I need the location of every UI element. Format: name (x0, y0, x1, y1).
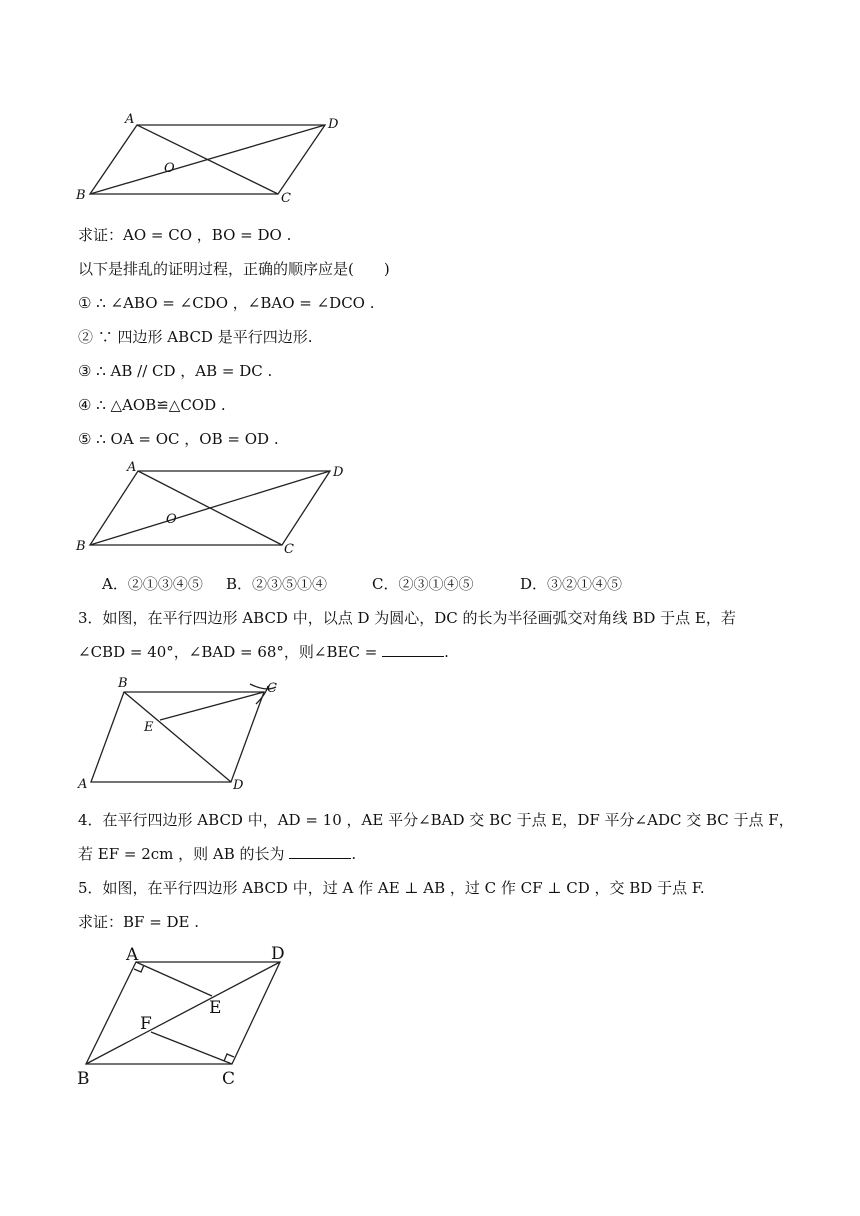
q3-line-2-end: . (444, 643, 449, 661)
label-c: C (284, 542, 294, 557)
label-c: C (281, 191, 291, 206)
option-b[interactable]: B．②③⑤①④ (226, 575, 328, 593)
q5-line-1: 5．如图，在平行四边形 ABCD 中，过 A 作 AE ⊥ AB ，过 C 作 CF ⊥ CD ，交 BD 于点 F. (78, 879, 705, 897)
figure-parallelogram-3 (70, 672, 300, 794)
label-a: A (125, 112, 135, 127)
q2-prove: 求证：AO = CO ，BO = DO . (78, 226, 292, 244)
label-a: A (126, 945, 139, 965)
label-d: D (328, 117, 339, 132)
label-d: D (233, 778, 244, 793)
option-d[interactable]: D．③②①④⑤ (520, 575, 623, 593)
q2-step-5: ⑤ ∴ OA = OC ，OB = OD . (78, 430, 279, 448)
label-d: D (271, 944, 285, 964)
q3-line-1: 3．如图，在平行四边形 ABCD 中，以点 D 为圆心，DC 的长为半径画弧交对角线 BD 于点 E，若 (78, 609, 736, 627)
q2-step-4: ④ ∴ △AOB≌△COD . (78, 396, 226, 414)
label-b: B (118, 676, 128, 691)
diagonal-bd (86, 962, 280, 1064)
q2-step-1: ① ∴ ∠ABO = ∠CDO ，∠BAO = ∠DCO . (78, 294, 375, 312)
q5-prove: 求证：BF = DE . (78, 913, 200, 931)
segment-ec (160, 692, 264, 720)
label-b: B (77, 1069, 90, 1089)
q4-line-2 (78, 843, 356, 865)
label-f: F (140, 1014, 152, 1034)
q3-line-2 (78, 641, 449, 663)
q2-options (102, 573, 622, 595)
q2-step-3: ③ ∴ AB // CD ，AB = DC . (78, 362, 273, 380)
right-angle-a (134, 965, 144, 972)
label-o: O (166, 512, 177, 527)
q2-step-2: ② ∵ 四边形 ABCD 是平行四边形. (78, 328, 313, 346)
q4-answer-blank[interactable] (289, 844, 351, 859)
option-c[interactable]: C．②③①④⑤ (372, 575, 474, 593)
right-angle-c (224, 1054, 234, 1061)
q3-line-2-text: ∠CBD = 40°，∠BAD = 68°，则∠BEC = (78, 643, 378, 661)
figure-parallelogram-4 (70, 940, 310, 1092)
label-b: B (76, 539, 86, 554)
option-a[interactable]: A．②①③④⑤ (102, 575, 203, 593)
label-e: E (209, 998, 222, 1018)
figure-parallelogram-1 (70, 108, 339, 208)
q4-line-1: 4．在平行四边形 ABCD 中，AD = 10 ，AE 平分∠BAD 交 BC 于点 E，DF 平分∠ADC 交 BC 于点 F， (78, 811, 794, 829)
label-e: E (144, 720, 154, 735)
q2-instruction: 以下是排乱的证明过程，正确的顺序应是( ) (78, 260, 390, 278)
q4-line-2-end: . (351, 845, 357, 863)
label-a: A (78, 777, 88, 792)
segment-ae (136, 962, 212, 996)
figure-parallelogram-2 (70, 456, 344, 560)
label-c: C (267, 681, 277, 696)
segment-cf (151, 1032, 232, 1064)
q3-answer-blank[interactable] (382, 642, 444, 657)
label-o: O (164, 161, 175, 176)
label-a: A (127, 460, 137, 475)
label-c: C (222, 1069, 236, 1089)
diagonal-bd (90, 125, 325, 194)
label-b: B (76, 188, 86, 203)
label-d: D (333, 465, 344, 480)
diagonal-bd (90, 471, 330, 545)
q4-line-2-text: 若 EF = 2cm ，则 AB 的长为 (78, 845, 285, 863)
